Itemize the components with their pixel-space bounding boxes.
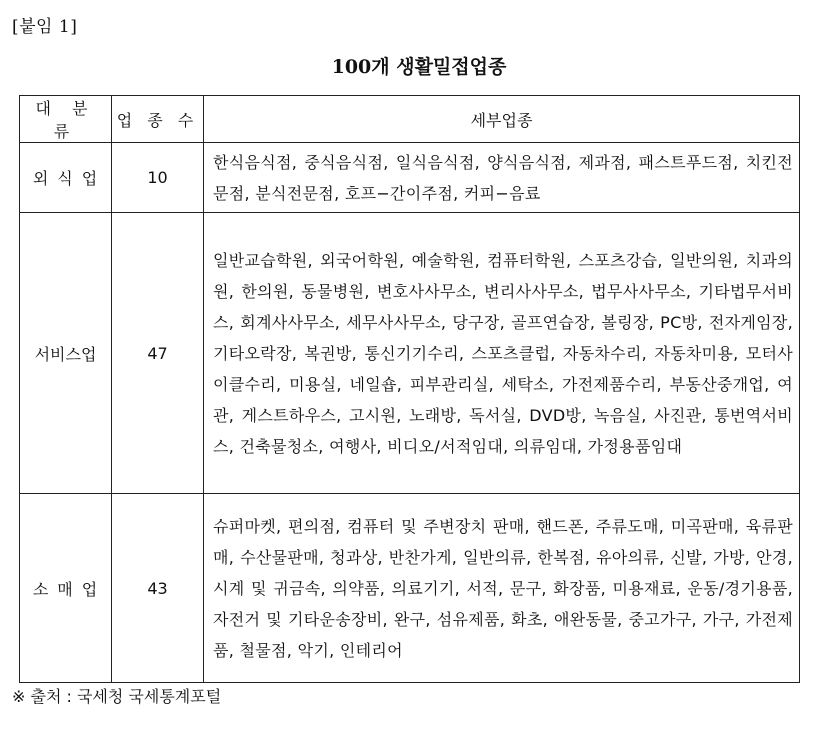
count-cell: 43 bbox=[112, 494, 204, 683]
header-detail: 세부업종 bbox=[204, 96, 800, 143]
table-header-row bbox=[20, 96, 800, 143]
industry-table bbox=[19, 95, 800, 683]
table-row-food-service bbox=[20, 143, 800, 213]
count-cell: 10 bbox=[112, 143, 204, 213]
category-cell: 외식업 bbox=[20, 143, 112, 213]
detail-cell: 한식음식점, 중식음식점, 일식음식점, 양식음식점, 제과점, 패스트푸드점, 치킨전문점, 분식전문점, 호프−간이주점, 커피−음료 bbox=[204, 143, 800, 213]
header-category: 대 분 류 bbox=[20, 96, 112, 143]
header-count: 업 종 수 bbox=[112, 96, 204, 143]
document-title: 100개 생활밀접업종 bbox=[331, 56, 507, 78]
detail-cell: 일반교습학원, 외국어학원, 예술학원, 컴퓨터학원, 스포츠강습, 일반의원, 치과의원, 한의원, 동물병원, 변호사사무소, 변리사사무소, 법무사사무소, 기타법무서비스, 회계사사무소, 세무사사무소, 당구장, 골프연습장, 볼링장, PC방, 전자게임장, 기타오락장, 복권방, 통신기기수리, 스포츠클럽, 자동차수리, 자동차미용, 모터사이클수리, 미용실, 네일숍, 피부관리실, 세탁소, 가전제품수리, 부동산중개업, 여관, 게스트하우스, 고시원, 노래방, 독서실, DVD방, 녹음실, 사진관, 통번역서비스, 건축물청소, 여행사, 비디오/서적임대, 의류임대, 가정용품임대 bbox=[204, 213, 800, 494]
detail-cell: 슈퍼마켓, 편의점, 컴퓨터 및 주변장치 판매, 핸드폰, 주류도매, 미곡판매, 육류판매, 수산물판매, 청과상, 반찬가게, 일반의류, 한복점, 유아의류, 신발, 가방, 안경, 시계 및 귀금속, 의약품, 의료기기, 서적, 문구, 화장품, 미용재료, 운동/경기용품, 자전거 및 기타운송장비, 완구, 섬유제품, 화초, 애완동물, 중고가구, 가구, 가전제품, 철물점, 악기, 인테리어 bbox=[204, 494, 800, 683]
attachment-label: [붙임 1] bbox=[12, 17, 78, 37]
count-cell: 47 bbox=[112, 213, 204, 494]
category-cell: 서비스업 bbox=[20, 213, 112, 494]
category-cell: 소매업 bbox=[20, 494, 112, 683]
table-row-retail bbox=[20, 494, 800, 683]
table-row-services bbox=[20, 213, 800, 494]
source-note: ※ 출처 : 국세청 국세통계포털 bbox=[12, 687, 222, 706]
